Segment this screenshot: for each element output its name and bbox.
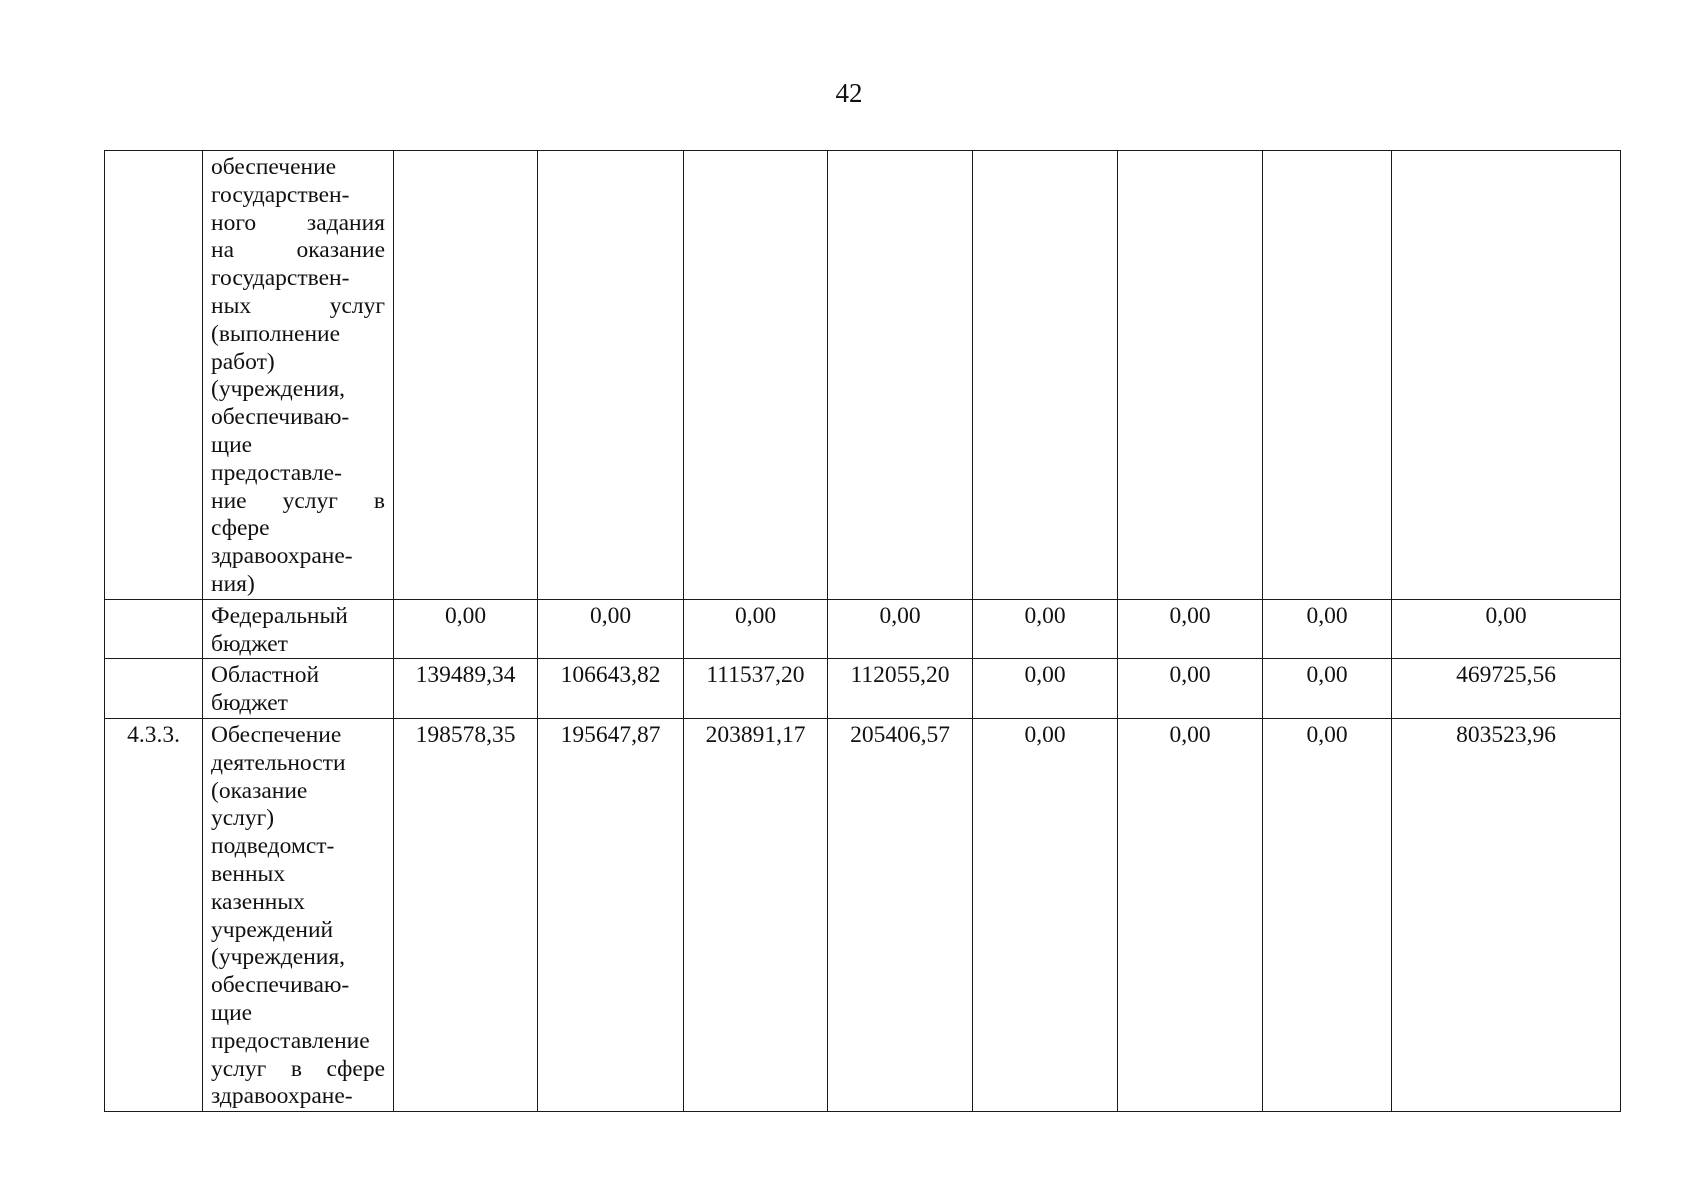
value-cell: 139489,34 bbox=[394, 659, 538, 719]
value-cell: 0,00 bbox=[1263, 718, 1392, 1111]
description-line: услуг в сфере bbox=[211, 1055, 385, 1082]
value-cell bbox=[1263, 151, 1392, 600]
value-cell: 0,00 bbox=[1118, 659, 1263, 719]
value-cell: 803523,96 bbox=[1392, 718, 1621, 1111]
description-line: учреждений bbox=[211, 916, 334, 943]
description-line: ния) bbox=[211, 570, 255, 597]
description-line: ного задания bbox=[211, 209, 385, 236]
value-cell bbox=[1118, 151, 1263, 600]
value-cell: 0,00 bbox=[1263, 659, 1392, 719]
description-line: предоставление bbox=[211, 1027, 370, 1054]
budget-table bbox=[104, 150, 1621, 1112]
value-cell: 195647,87 bbox=[538, 718, 684, 1111]
row-code-cell bbox=[105, 659, 203, 719]
description-line: Областной bbox=[211, 662, 320, 689]
value-cell: 0,00 bbox=[1392, 599, 1621, 659]
description-line: ных услуг bbox=[211, 292, 385, 319]
value-cell bbox=[394, 151, 538, 600]
description-line: обеспечиваю- bbox=[211, 972, 350, 999]
value-cell bbox=[684, 151, 828, 600]
page-number: 42 bbox=[835, 78, 863, 108]
table-row bbox=[105, 151, 1621, 600]
value-cell: 0,00 bbox=[1118, 718, 1263, 1111]
row-code-cell bbox=[105, 151, 203, 600]
description-line: сфере bbox=[211, 515, 270, 542]
value-cell: 0,00 bbox=[1263, 599, 1392, 659]
description-line: здравоохране- bbox=[211, 543, 353, 570]
value-cell: 0,00 bbox=[973, 659, 1118, 719]
row-description-cell bbox=[203, 599, 394, 659]
description-line: здравоохране- bbox=[211, 1083, 353, 1110]
row-description-cell bbox=[203, 718, 394, 1111]
value-cell bbox=[973, 151, 1118, 600]
value-cell: 0,00 bbox=[394, 599, 538, 659]
description-line: (учреждения, bbox=[211, 376, 346, 403]
value-cell bbox=[828, 151, 973, 600]
description-line: Федеральный bbox=[211, 602, 348, 629]
row-description-cell bbox=[203, 659, 394, 719]
description-line: щие bbox=[211, 431, 253, 458]
row-code-cell: 4.3.3. bbox=[105, 718, 203, 1111]
value-cell: 112055,20 bbox=[828, 659, 973, 719]
description-line: (оказание bbox=[211, 777, 308, 804]
description-line: работ) bbox=[211, 348, 275, 375]
description-line: на оказание bbox=[211, 237, 385, 264]
value-cell: 0,00 bbox=[973, 599, 1118, 659]
description-line: бюджет bbox=[211, 690, 288, 717]
description-line: деятельности bbox=[211, 749, 346, 776]
table-row bbox=[105, 718, 1621, 1111]
row-description-cell bbox=[203, 151, 394, 600]
description-line: услуг) bbox=[211, 805, 275, 832]
value-cell: 0,00 bbox=[684, 599, 828, 659]
description-line: подведомст- bbox=[211, 833, 335, 860]
description-line: бюджет bbox=[211, 630, 288, 657]
value-cell: 0,00 bbox=[538, 599, 684, 659]
description-line: государствен- bbox=[211, 181, 350, 208]
value-cell bbox=[1392, 151, 1621, 600]
description-line: (учреждения, bbox=[211, 944, 346, 971]
description-line: обеспечение bbox=[211, 154, 337, 180]
value-cell: 0,00 bbox=[828, 599, 973, 659]
value-cell: 106643,82 bbox=[538, 659, 684, 719]
description-line: государствен- bbox=[211, 265, 350, 292]
description-line: казенных bbox=[211, 888, 305, 915]
value-cell: 205406,57 bbox=[828, 718, 973, 1111]
description-line: (выполнение bbox=[211, 320, 341, 347]
value-cell: 0,00 bbox=[973, 718, 1118, 1111]
description-line: венных bbox=[211, 860, 286, 887]
value-cell: 0,00 bbox=[1118, 599, 1263, 659]
value-cell: 111537,20 bbox=[684, 659, 828, 719]
table-row bbox=[105, 659, 1621, 719]
value-cell: 198578,35 bbox=[394, 718, 538, 1111]
value-cell: 469725,56 bbox=[1392, 659, 1621, 719]
description-line: предоставле- bbox=[211, 459, 342, 486]
row-code-cell bbox=[105, 599, 203, 659]
description-line: обеспечиваю- bbox=[211, 404, 350, 431]
table-row bbox=[105, 599, 1621, 659]
description-line: Обеспечение bbox=[211, 721, 342, 748]
value-cell: 203891,17 bbox=[684, 718, 828, 1111]
value-cell bbox=[538, 151, 684, 600]
description-line: ние услуг в bbox=[211, 487, 385, 514]
description-line: щие bbox=[211, 999, 253, 1026]
